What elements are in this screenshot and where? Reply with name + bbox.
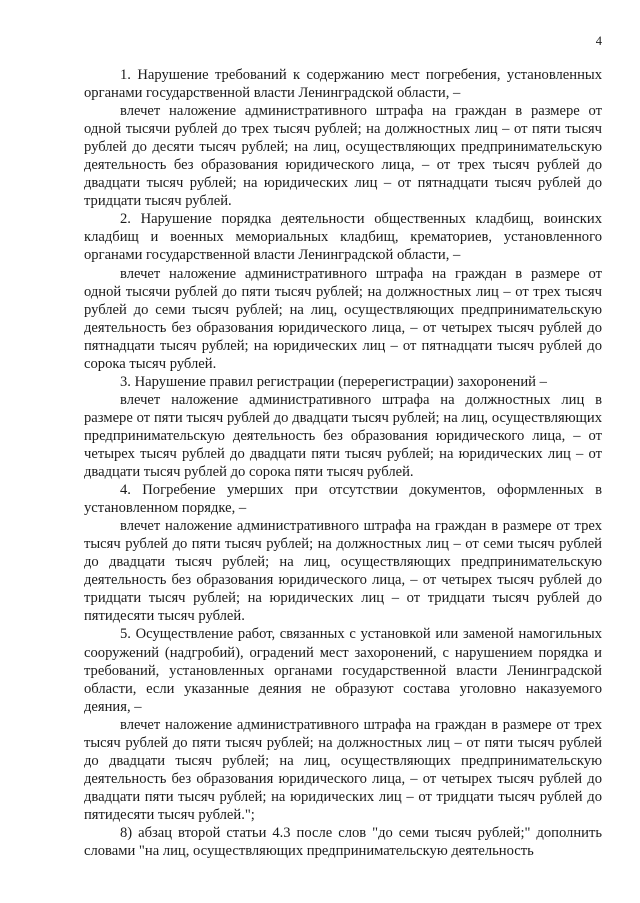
paragraph-violation-5: 5. Осуществление работ, связанных с установкой или заменой намогильных сооружений (надгробий), оградений мест захоронений, с нарушением порядка и требований, установленных органами государственной власти Ленинградской области, если указанные деяния не образуют состава уголовно наказуемого деяния, – [84,626,602,715]
document-body [84,66,602,860]
paragraph-penalty-1: влечет наложение административного штрафа на граждан в размере от одной тысячи рублей до трех тысяч рублей; на должностных лиц – от пяти тысяч рублей до десяти тысяч рублей; на лиц, осуществляющих предпринимательскую деятельность без образования юридического лица, – от трех тысяч рублей до двадцати тысяч рублей; на юридических лиц – от пятнадцати тысяч рублей до тридцати тысяч рублей. [84,103,602,210]
paragraph-violation-1: 1. Нарушение требований к содержанию мест погребения, установленных органами государственной власти Ленинградской области, – [84,67,602,102]
paragraph-penalty-4: влечет наложение административного штрафа на граждан в размере от трех тысяч рублей до пяти тысяч рублей; на должностных лиц – от семи тысяч рублей до двадцати тысяч рублей; на лиц, осуществляющих предпринимательскую деятельность без образования юридического лица, – от четырех тысяч рублей до тридцати тысяч рублей; на юридических лиц – от тридцати тысяч рублей до пятидесяти тысяч рублей. [84,518,602,625]
paragraph-violation-2: 2. Нарушение порядка деятельности общественных кладбищ, воинских кладбищ и военных мемориальных кладбищ, крематориев, установленного органами государственной власти Ленинградской области, – [84,211,602,264]
page-number: 4 [595,34,602,48]
paragraph-penalty-5: влечет наложение административного штрафа на граждан в размере от трех тысяч рублей до пяти тысяч рублей; на должностных лиц – от пяти тысяч рублей до двадцати тысяч рублей; на лиц, осуществляющих предпринимательскую деятельность без образования юридического лица, – от четырех тысяч рублей до двадцати пяти тысяч рублей; на юридических лиц – от тридцати тысяч рублей до пятидесяти тысяч рублей."; [84,716,602,823]
paragraph-penalty-3: влечет наложение административного штрафа на должностных лиц в размере от пяти тысяч рублей до двадцати тысяч рублей; на лиц, осуществляющих предпринимательскую деятельность без образования юридического лица, – от четырех тысяч рублей до двадцати пяти тысяч рублей; на юридических лиц – от двадцати тысяч рублей до сорока пяти тысяч рублей. [84,391,602,481]
paragraph-amendment-8: 8) абзац второй статьи 4.3 после слов "до семи тысяч рублей;" дополнить словами "на лиц, осуществляющих предпринимательскую деятельность [84,824,602,860]
paragraph-violation-4: 4. Погребение умерших при отсутствии документов, оформленных в установленном порядке, – [84,482,602,517]
paragraph-penalty-2: влечет наложение административного штрафа на граждан в размере от одной тысячи рублей до пяти тысяч рублей; на должностных лиц – от трех тысяч рублей до семи тысяч рублей; на лиц, осуществляющих предпринимательскую деятельность без образования юридического лица, – от четырех тысяч рублей до пятнадцати тысяч рублей; на юридических лиц – от пятнадцати тысяч рублей до сорока тысяч рублей. [84,265,602,372]
paragraph-violation-3: 3. Нарушение правил регистрации (перерегистрации) захоронений – [120,373,547,390]
